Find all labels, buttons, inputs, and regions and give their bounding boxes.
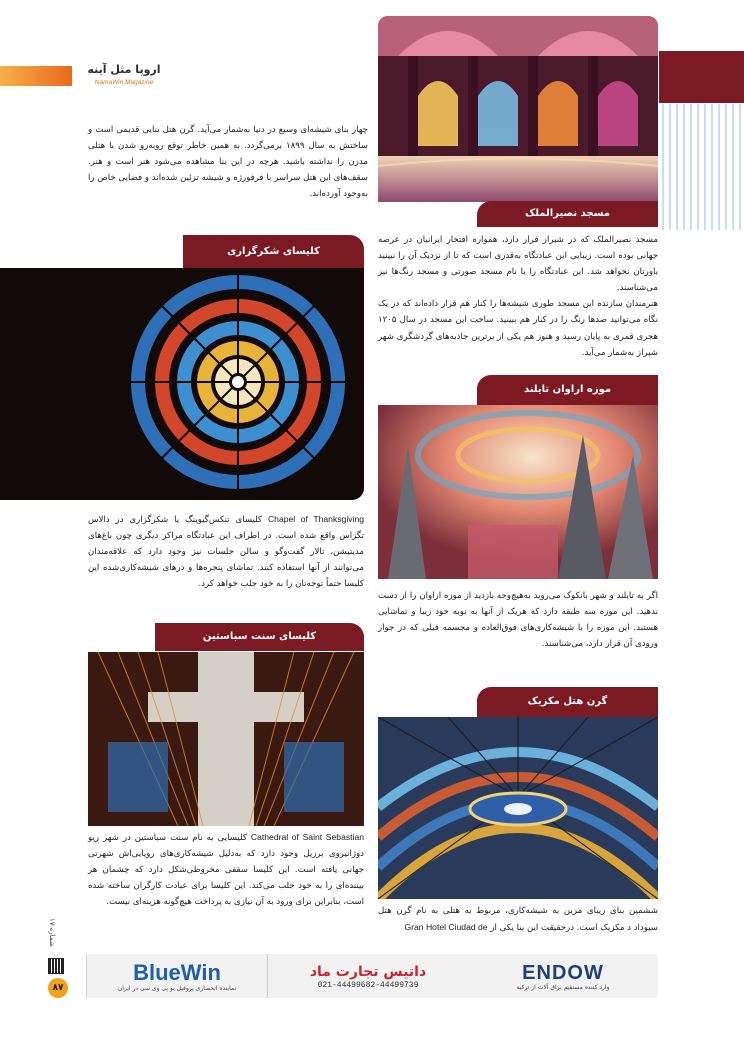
sebastian-text (88, 829, 364, 910)
datis-phone: 021-44499682-44499739 (317, 980, 419, 990)
thanksgiving-chapel-photo (0, 268, 364, 500)
erawan-text (378, 588, 658, 652)
thanksgiving-text (88, 511, 364, 592)
sebastian-cathedral-photo (88, 652, 364, 826)
endow-logo: ENDOW (522, 961, 604, 984)
header-orange-bar (0, 66, 72, 86)
logo-text: اروپا مثل آینه (87, 63, 161, 76)
mexico-paragraph: ششمین بنای زیبای مزین به شیشه‌کاری، مربوط به هتلی به نام گرن هتل سیوداد د مکزیک است. درحقیقت این بنا یکی از (378, 906, 658, 934)
intro-paragraph: چهار بنای شیشه‌ای وسیع در دنیا به‌شمار می‌آید. گرن هتل بنایی قدیمی است و ساختش به سال ۱۸۹۹ برمی‌گردد. به همین خاطر توقع روبه‌رو شدن با هتلی مدرن را نداشته باشید. هرچه در این بنا مشاهده می‌شود هنر است و هنر. سقف‌های این هتل سراسر با فرفورژه و شیشه تزئین شده‌اند و فضایی خاص را به‌وجود آورده‌اند. (88, 125, 368, 200)
nasir-paragraph-2: هنرمندان سازنده این مسجد طوری شیشه‌ها را کنار هم قرار داده‌اند که در یک نگاه می‌توانید صدها رنگ را در کنار هم ببینید. ساخت این مسجد در سال ۱۲۰۵ هجری قمری به پایان رسید و هنوز هم یکی از برترین جاذبه‌های گردشگری شهر شیراز به‌شمار می‌آید. (378, 299, 658, 358)
mexico-text (378, 903, 658, 936)
bluewin-subtitle: نماینده انحصاری پروفیل یو پی وی سی در ایران (117, 984, 237, 992)
erawan-museum-photo (378, 405, 658, 579)
issue-label: شماره ۱۷ (48, 918, 56, 947)
bluewin-logo: BlueWin (133, 959, 221, 985)
erawan-paragraph: اگر به تایلند و شهر بانکوک می‌روید به‌هیچ‌وجه بازدید از موزه اراوان را از دست ندهید. این موزه سه طبقه دارد که هریک از آنها به نوبه خود زیبا و تماشایی هستند. این موزه را با شیشه‌کاری‌های فوق‌العاده و مجسمه فیلی که در جوار ورودی آن قرار دارد، می‌شناسند. (378, 591, 658, 650)
mexico-hotel-photo (378, 717, 658, 899)
nasir-paragraph-1: مسجد نصیرالملک که در شیراز قرار دارد، همواره افتخار ایرانیان در عرصه جهانی بوده است. زیبایی این عبادتگاه به‌قدری است که تا از نزدیک آن را نبینید باورتان نخواهد شد. این عبادتگاه را با نام مسجد صورتی و مسجد رنگ‌ها نیز می‌شناسند. (378, 235, 658, 294)
nasir-mosque-photo (378, 16, 658, 202)
ad-datis[interactable] (267, 954, 468, 998)
nasir-mosque-heading: مسجد نصیرالملک (477, 201, 658, 227)
advertisement-banner (86, 954, 658, 998)
page-number: ۸۷ (52, 983, 64, 993)
magazine-logo (74, 62, 174, 92)
thanksgiving-paragraph: کلیسای تنکس‌گیوینگ یا شکرگزاری در دالاس تگزاس واقع شده است. در اطراف این عبادتگاه مراکز دیگری چون باغ‌های مدیتیشن، تالار گفت‌وگو و سالن جلسات نیز وجود دارد که علاقه‌مندان می‌توانند از آنها استفاده کنند. تماشای پنجره‌ها و درهای شیشه‌کاری‌شده این کلیسا حتماً توجه‌تان را به خود جلب خواهد کرد. (88, 515, 364, 590)
ad-endow[interactable] (468, 954, 658, 998)
thanksgiving-heading: کلیسای شکرگزاری (183, 235, 364, 268)
thanksgiving-latin-name: Chapel of Thanksgiving (267, 514, 365, 524)
binary-pattern-decoration (662, 104, 742, 230)
mexico-heading: گرن هتل مکزیک (477, 687, 658, 717)
ad-bluewin[interactable] (86, 954, 267, 998)
sebastian-paragraph: کلیسایی به نام سنت سباستین در شهر ریو دوژانیروی برزیل وجود دارد که به‌دلیل شیشه‌کاری‌های رویایی‌اش شهرتی جهانی یافته است. این کلیسا سقفی مخروطی‌شکل دارد که چشمان هر بیننده‌ای را به خود جلب می‌کند. این کلیسا برای عبادت کارگران ساخته شده است، بنابراین برای ورود به آن نیازی به پرداخت هیچ‌گونه هزینه‌ای نیست. (88, 833, 364, 908)
sebastian-latin-name: Cathedral of Saint Sebastian (250, 832, 365, 842)
nasir-mosque-text (378, 232, 658, 361)
barcode-icon (48, 958, 64, 974)
page-edge-tab (659, 51, 744, 103)
erawan-heading: موزه اراوان تایلند (477, 375, 658, 405)
page-number-badge (48, 978, 68, 998)
datis-logo: داتیس تجارت ماد (309, 963, 427, 980)
mexico-latin-name: Gran Hotel Ciudad de (404, 922, 488, 933)
sebastian-heading: کلیسای سنت سباستین (155, 623, 364, 651)
logo-tagline: NamaWin Magazine (94, 79, 154, 86)
endow-subtitle: وارد کننده مستقیم یراق آلات از ترکیه (516, 983, 610, 991)
